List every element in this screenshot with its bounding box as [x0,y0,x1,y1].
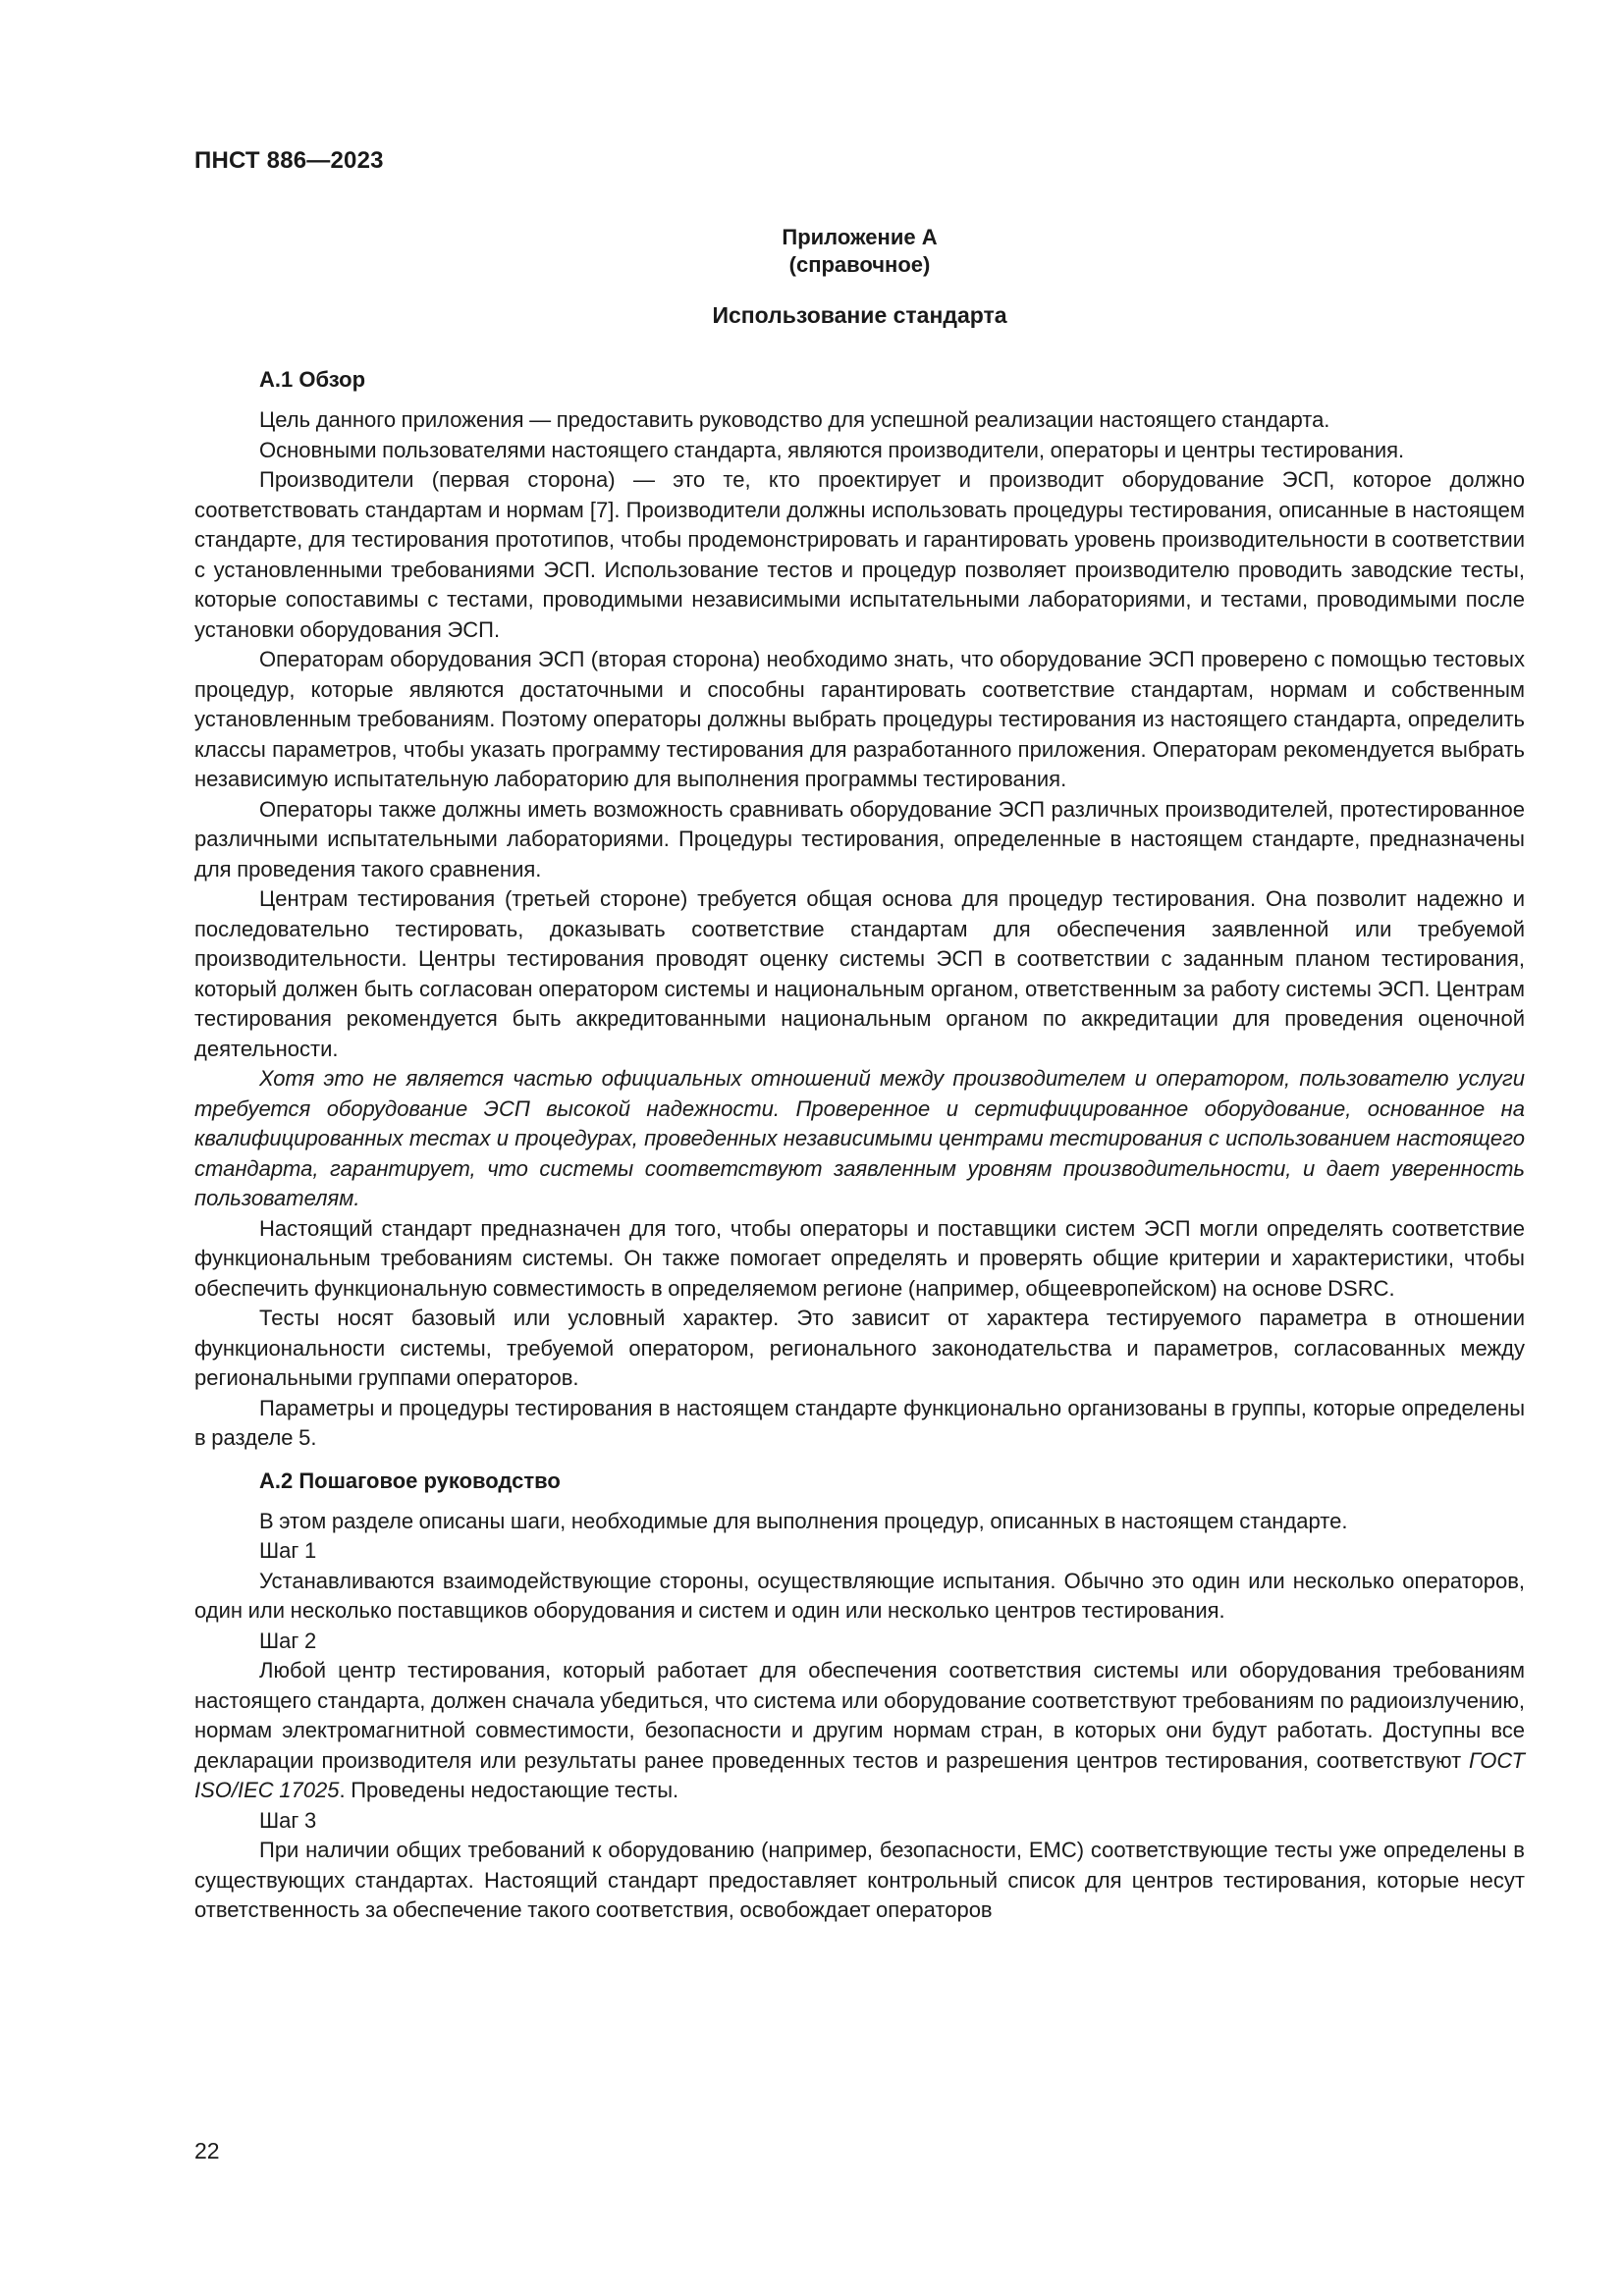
paragraph: Параметры и процедуры тестирования в настоящем стандарте функционально организованы в группы, которые определены в разделе 5. [194,1395,1525,1450]
paragraph: Устанавливаются взаимодействующие стороны, осуществляющие испытания. Обычно это один или несколько операторов, один или несколько поставщиков оборудования и систем и один или несколько центров тестирования. [194,1568,1525,1623]
annex-title: Приложение А [782,225,938,249]
paragraph: В этом разделе описаны шаги, необходимые для выполнения процедур, описанных в настоящем стандарте. [259,1508,1348,1533]
section-a2-title: А.2 Пошаговое руководство [259,1468,561,1493]
paragraph [194,1656,1525,1806]
document-body [194,224,1525,1926]
italic-paragraph: Хотя это не является частью официальных отношений между производителем и оператором, пользователю услуги требуется оборудование ЭСП высокой надежности. Проверенное и сертифицированное оборудование, основанное на квалифицированных тестах и процедурах, проведенных независимыми центрами тестирования с использованием настоящего стандарта, гарантирует, что системы соответствуют заявленным уровням производительности, и дает уверенность пользователям. [194,1066,1525,1210]
paragraph: Производители (первая сторона) — это те, кто проектирует и производит оборудование ЭСП, которое должно соответствовать стандартам и нормам [7]. Производители должны использовать процедуры тестирования, описанные в настоящем стандарте, для тестирования прототипов, чтобы продемонстрировать и гарантировать уровень производительности в соответствии с установленными требованиями ЭСП. Использование тестов и процедур позволяет производителю проводить заводские тесты, которые сопоставимы с тестами, проводимыми независимыми испытательными лабораториями, и тестами, проводимыми после установки оборудования ЭСП. [194,467,1525,642]
step-label: Шаг 1 [259,1538,317,1563]
text-span: Любой центр тестирования, который работает для обеспечения соответствия системы или оборудования требованиям настоящего стандарта, должен сначала убедиться, что система или оборудование соответствуют требованиям по радиоизлучению, нормам электромагнитной совместимости, безопасности и другим нормам стран, в которых они будут работать. Доступны все декларации производителя или результаты ранее проведенных тестов и разрешения центров тестирования, соответствуют [194,1658,1525,1773]
step-label: Шаг 3 [259,1807,317,1833]
annex-heading: Использование стандарта [712,302,1007,328]
page-number: 22 [194,2138,220,2163]
paragraph: Центрам тестирования (третьей стороне) требуется общая основа для процедур тестирования. Она позволит надежно и последовательно тестировать, доказывать соответствие стандартам для обеспечения заявленной или требуемой производительности. Центры тестирования проводят оценку системы ЭСП в соответствии с заданным планом тестирования, который должен быть согласован оператором системы и национальным органом, ответственным за работу системы ЭСП. Центрам тестирования рекомендуется быть аккредитованными национальным органом по аккредитации для проведения оценочной деятельности. [194,886,1525,1061]
paragraph: Тесты носят базовый или условный характер. Это зависит от характера тестируемого параметра в отношении функциональности системы, требуемой оператором, регионального законодательства и параметров, согласованных между региональными группами операторов. [194,1306,1525,1390]
paragraph: Настоящий стандарт предназначен для того, чтобы операторы и поставщики систем ЭСП могли определять соответствие функциональным требованиям системы. Он также помогает определять и проверять общие критерии и характеристики, чтобы обеспечить функциональную совместимость в определяемом регионе (например, общеевропейском) на основе DSRC. [194,1215,1525,1301]
paragraph: Основными пользователями настоящего стандарта, являются производители, операторы и центры тестирования. [259,437,1405,462]
paragraph: Операторам оборудования ЭСП (вторая сторона) необходимо знать, что оборудование ЭСП проверено с помощью тестовых процедур, которые являются достаточными и способны гарантировать соответствие стандартам, нормам и собственным установленным требованиям. Поэтому операторы должны выбрать процедуры тестирования из настоящего стандарта, определить классы параметров, чтобы указать программу тестирования для разработанного приложения. Операторам рекомендуется выбрать независимую испытательную лабораторию для выполнения программы тестирования. [194,647,1525,791]
standard-reference: ГОСТ ISO/IEC 17025 [194,1747,1525,1802]
annex-type: (справочное) [788,252,931,277]
text-span: . Проведены недостающие тесты. [339,1778,679,1802]
section-a1-title: А.1 Обзор [259,367,366,392]
standard-code: ПНСТ 886—2023 [194,147,384,174]
paragraph: При наличии общих требований к оборудованию (например, безопасности, ЕМС) соответствующие тесты уже определены в существующих стандартах. Настоящий стандарт предоставляет контрольный список для центров тестирования, которые несут ответственность за обеспечение такого соответствия, освобождает операторов [194,1838,1525,1922]
paragraph: Цель данного приложения — предоставить руководство для успешной реализации настоящего стандарта. [259,407,1330,432]
step-label: Шаг 2 [259,1628,317,1653]
paragraph: Операторы также должны иметь возможность сравнивать оборудование ЭСП различных производителей, протестированное различными испытательными лабораториями. Процедуры тестирования, определенные в настоящем стандарте, предназначены для проведения такого сравнения. [194,796,1525,881]
